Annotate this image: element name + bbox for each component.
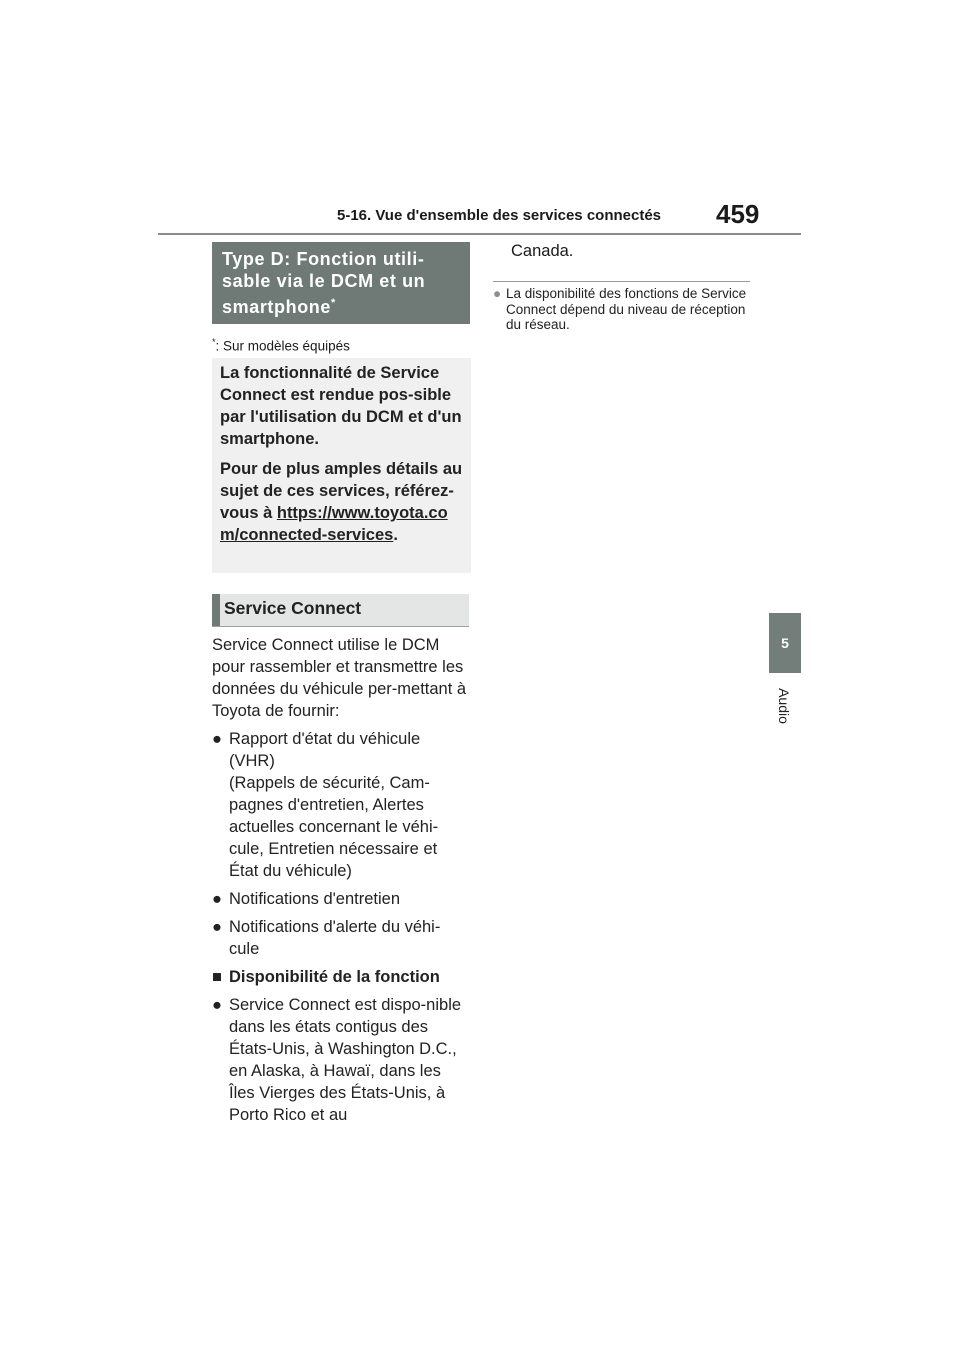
info-paragraph-1: La fonctionnalité de Service Connect est rendue pos-sible par l'utilisation du DCM et d'un smartphone.: [220, 364, 462, 448]
service-connect-divider: [212, 626, 469, 627]
info-paragraph-2: Pour de plus amples détails au sujet de ces services, référez-vous à https://www.toyota.com/connected-services.: [220, 460, 463, 544]
chapter-tab: [769, 613, 801, 673]
footnote-text: : Sur modèles équipés: [215, 338, 350, 354]
type-d-heading-line: smartphone*: [222, 297, 336, 317]
footnote-mark: *: [212, 337, 216, 347]
bullet-icon: ●: [212, 730, 222, 748]
info-box: [212, 358, 471, 573]
asterisk-mark: *: [331, 297, 336, 309]
intro-paragraph: Service Connect utilise le DCM pour rassembler et transmettre les données du véhicule per-mettant à Toyota de fournir:: [212, 636, 467, 720]
bullet-icon: ●: [212, 890, 222, 908]
footnote: [212, 337, 350, 354]
square-bullet-icon: ■: [212, 968, 222, 986]
note-divider: [493, 281, 750, 282]
note-bullet-icon: ●: [493, 286, 502, 301]
chapter-number: 5: [781, 635, 789, 651]
type-d-heading-line: sable via le DCM et un: [222, 271, 426, 291]
list-item-detail: (Rappels de sécurité, Cam-pagnes d'entretien, Alertes actuelles concernant le véhi-cule, Entretien nécessaire et État du véhicule): [229, 774, 439, 880]
list-item: [212, 994, 470, 1126]
service-connect-body: [212, 634, 470, 1132]
section-title: 5-16. Vue d'ensemble des services connectés: [337, 207, 662, 224]
type-d-heading: [212, 242, 470, 324]
list-item: [212, 888, 470, 910]
availability-subheading: ■ Disponibilité de la fonction: [212, 968, 440, 986]
service-connect-heading: Service Connect: [212, 594, 469, 626]
header-divider: [158, 233, 801, 235]
note-text: La disponibilité des fonctions de Service Connect dépend du niveau de réception du réseau.: [506, 286, 747, 332]
type-d-heading-line: Type D: Fonction utili-: [222, 249, 425, 269]
note: [493, 286, 750, 333]
list-item: [212, 728, 470, 882]
list-item: [212, 916, 470, 960]
bullet-icon: ●: [212, 996, 222, 1014]
connected-services-link[interactable]: https://www.toyota.com/connected-services: [220, 504, 448, 544]
availability-continuation: Canada.: [511, 242, 574, 260]
list-item-title: Rapport d'état du véhicule (VHR): [229, 730, 421, 770]
page-number: 459: [716, 199, 760, 229]
bullet-icon: ●: [212, 918, 222, 936]
list-item-title: Notifications d'alerte du véhi-cule: [229, 918, 441, 958]
chapter-label: Audio: [776, 688, 792, 724]
availability-text: Service Connect est dispo-nible dans les états contigus des États-Unis, à Washington D.C., en Alaska, à Hawaï, dans les Îles Vierges des États-Unis, à Porto Rico et au: [229, 996, 462, 1124]
list-item-title: Notifications d'entretien: [229, 890, 400, 908]
